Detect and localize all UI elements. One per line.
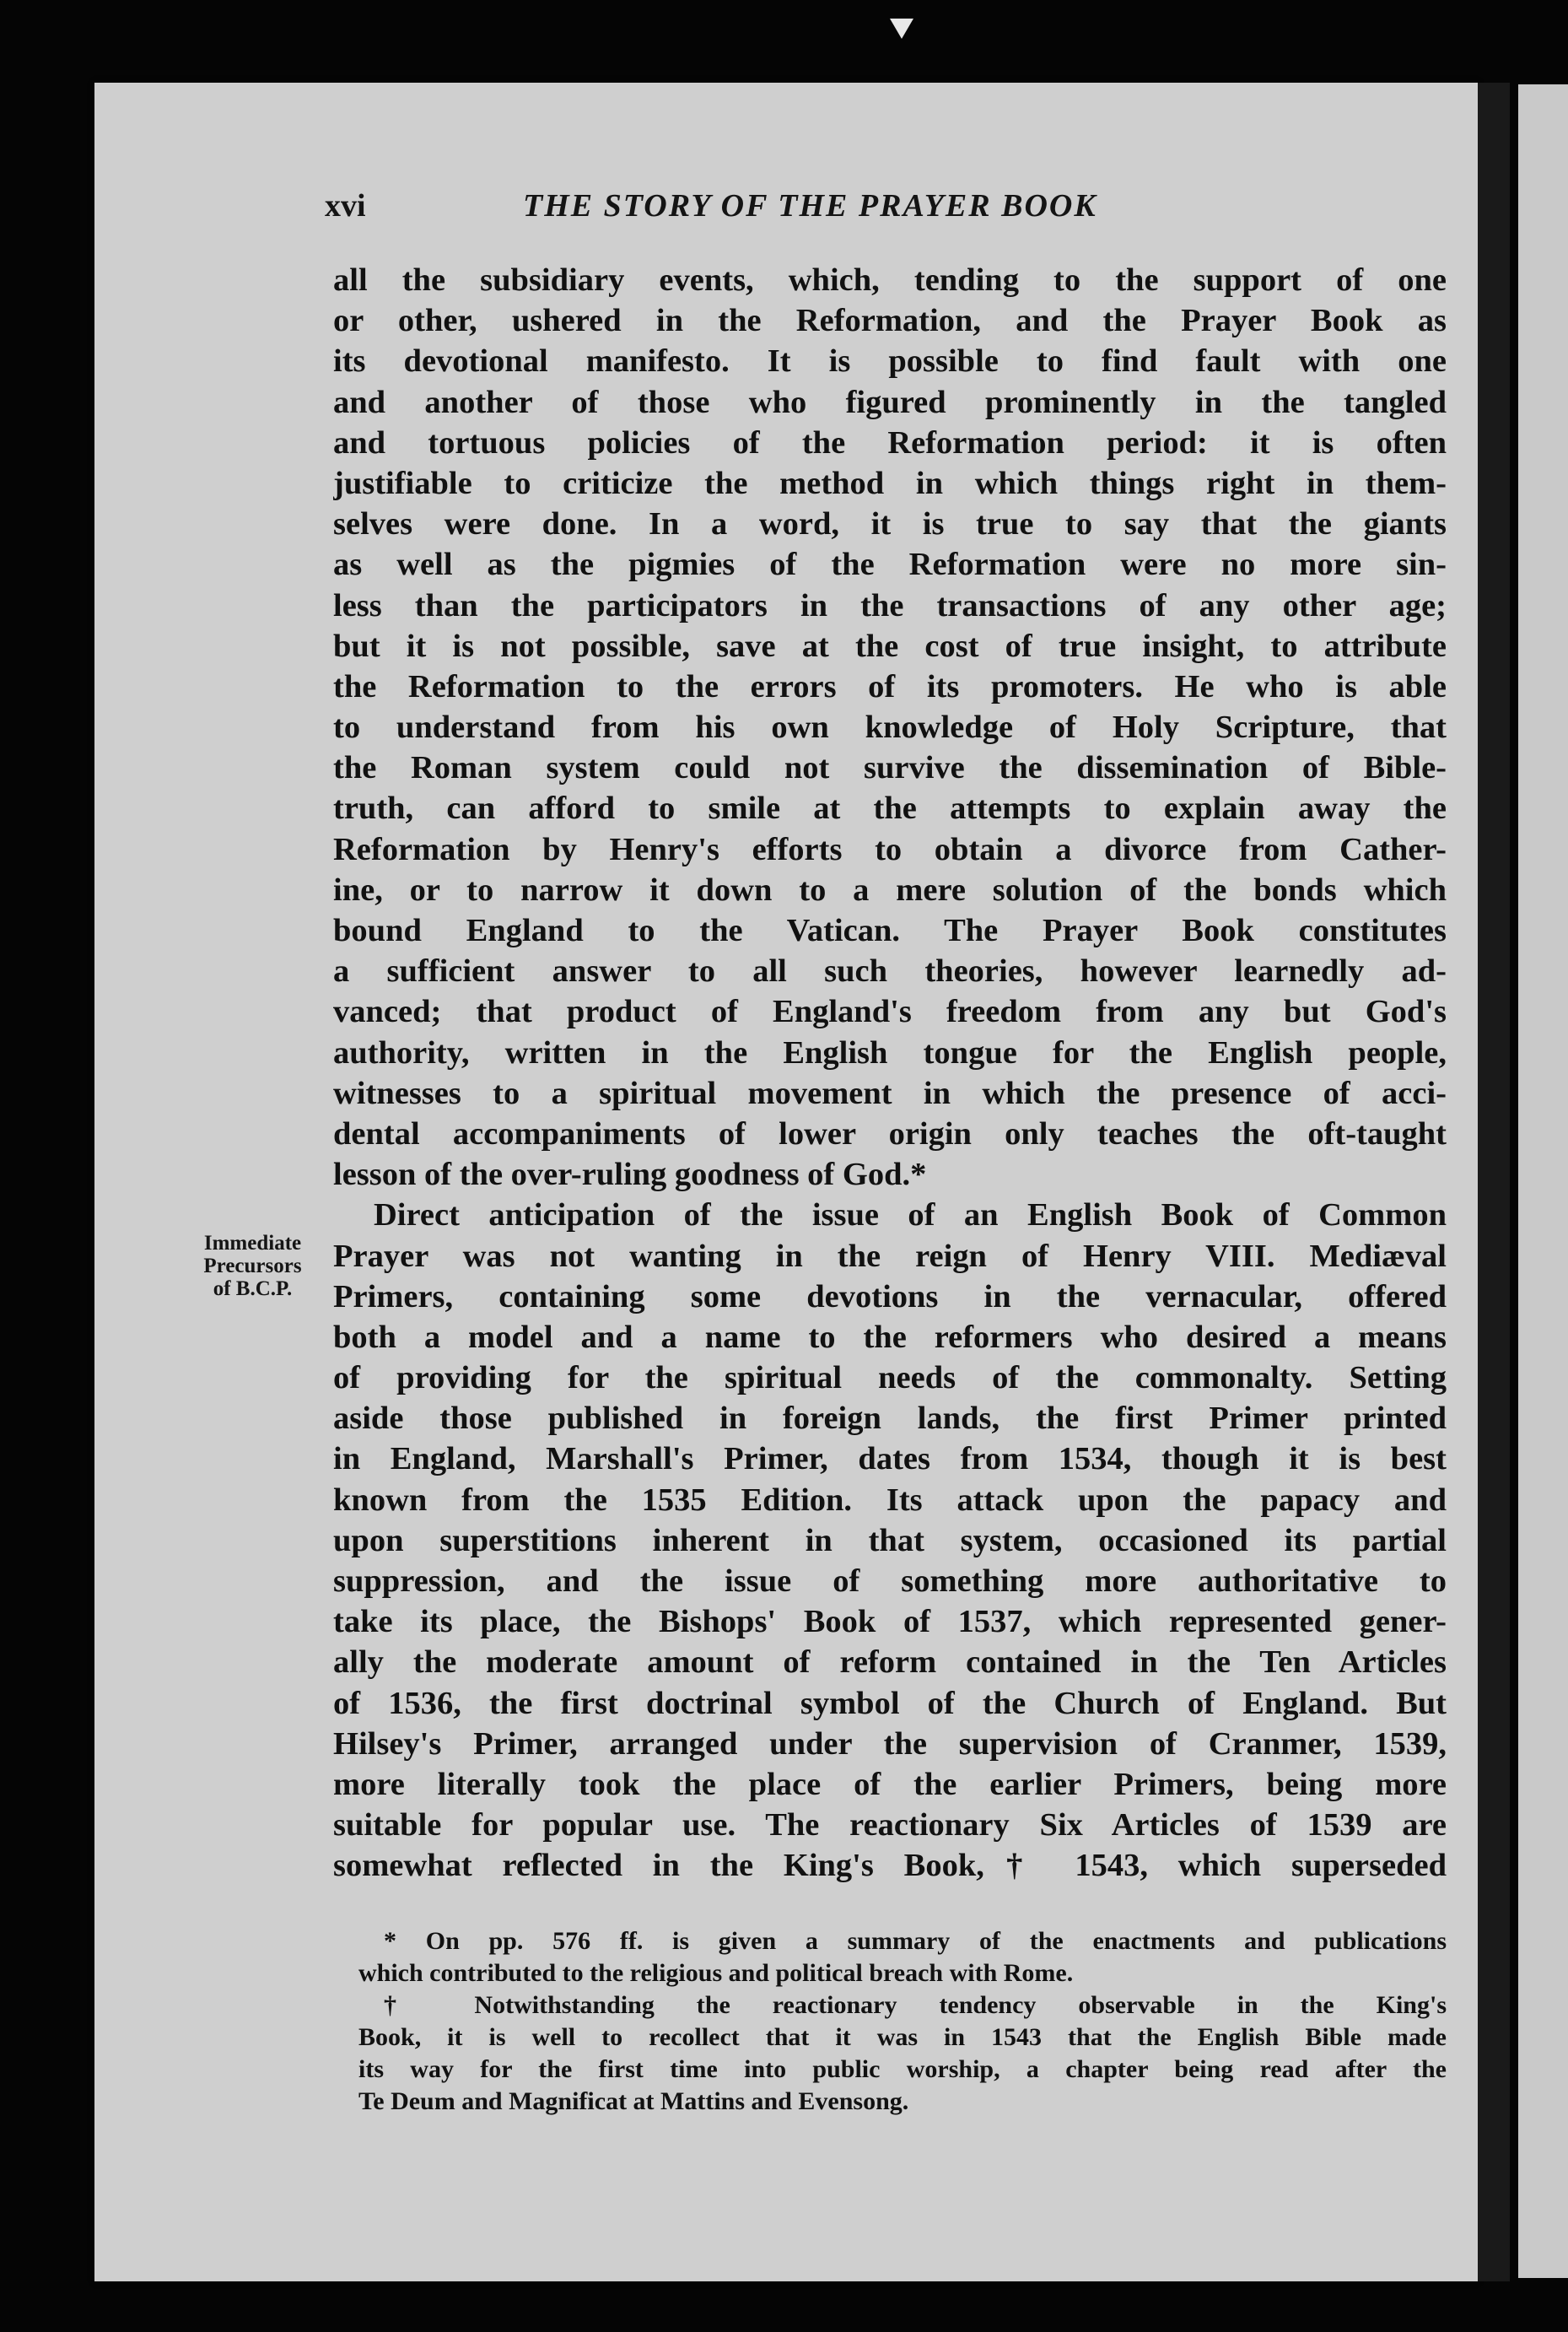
text-line: the Reformation to the errors of its promoters. He who is able: [333, 668, 1447, 704]
text-line: Direct anticipation of the issue of an English Book of Common: [374, 1197, 1447, 1233]
text-line: in England, Marshall's Primer, dates from 1534, though it is best: [333, 1441, 1447, 1477]
text-line: take its place, the Bishops' Book of 1537, which represented gener-: [333, 1604, 1447, 1640]
margin-note-line: of B.C.P.: [213, 1277, 293, 1300]
footnote-line: which contributed to the religious and political breach with Rome.: [358, 1959, 1074, 1987]
margin-note-line: Immediate: [203, 1232, 302, 1255]
margin-note: [179, 1232, 326, 1300]
margin-note-line: Precursors: [203, 1255, 302, 1277]
text-line: and another of those who figured prominently in the tangled: [333, 384, 1447, 420]
next-page-edge: [1518, 84, 1568, 2278]
main-text: [333, 260, 1447, 1887]
footnote-line: * On pp. 576 ff. is given a summary of the enactments and publications: [384, 1927, 1447, 1955]
page-gutter-shadow: [1478, 83, 1510, 2281]
text-line: aside those published in foreign lands, the first Primer printed: [333, 1401, 1447, 1437]
text-line: a sufficient answer to all such theories, however learnedly ad-: [333, 953, 1447, 990]
text-line: witnesses to a spiritual movement in which the presence of acci-: [333, 1075, 1447, 1111]
text-line: upon superstitions inherent in that system, occasioned its partial: [333, 1522, 1447, 1558]
footnote-line: † Notwithstanding the reactionary tendency observable in the King's: [384, 1991, 1447, 2019]
text-line: Hilsey's Primer, arranged under the supervision of Cranmer, 1539,: [333, 1725, 1447, 1762]
page-number: xvi: [325, 188, 366, 224]
footnote-line: Book, it is well to recollect that it was in 1543 that the English Bible made: [358, 2023, 1447, 2051]
footnote-line: its way for the first time into public worship, a chapter being read after the: [358, 2055, 1447, 2083]
text-line: more literally took the place of the earlier Primers, being more: [333, 1766, 1447, 1802]
text-line: as well as the pigmies of the Reformation were no more sin-: [333, 547, 1447, 583]
text-line: suitable for popular use. The reactionary Six Articles of 1539 are: [333, 1807, 1447, 1843]
text-line: of 1536, the first doctrinal symbol of the Church of England. But: [333, 1685, 1447, 1721]
text-line: truth, can afford to smile at the attempts to explain away the: [333, 791, 1447, 827]
text-line: all the subsidiary events, which, tending to the support of one: [333, 262, 1447, 298]
text-line: vanced; that product of England's freedom from any but God's: [333, 994, 1447, 1030]
text-line: both a model and a name to the reformers who desired a means: [333, 1319, 1447, 1355]
page-header: [325, 187, 1447, 238]
text-line: justifiable to criticize the method in which things right in them-: [333, 465, 1447, 501]
text-line: dental accompaniments of lower origin only teaches the oft-taught: [333, 1115, 1447, 1152]
text-line: but it is not possible, save at the cost of true insight, to attribute: [333, 628, 1447, 664]
text-line: authority, written in the English tongue for the English people,: [333, 1034, 1447, 1071]
text-line: ally the moderate amount of reform contained in the Ten Articles: [333, 1644, 1447, 1681]
text-line: known from the 1535 Edition. Its attack upon the papacy and: [333, 1482, 1447, 1518]
text-line: its devotional manifesto. It is possible to find fault with one: [333, 343, 1447, 380]
scan-mark: [890, 19, 913, 39]
text-line: or other, ushered in the Reformation, and the Prayer Book as: [333, 303, 1447, 339]
text-line: selves were done. In a word, it is true to say that the giants: [333, 506, 1447, 543]
text-line: Prayer was not wanting in the reign of Henry VIII. Mediæval: [333, 1238, 1447, 1274]
text-line: the Roman system could not survive the dissemination of Bible-: [333, 750, 1447, 786]
footnotes: [358, 1925, 1447, 2118]
text-line: Reformation by Henry's efforts to obtain a divorce from Cather-: [333, 831, 1447, 867]
footnote-line: Te Deum and Magnificat at Mattins and Evensong.: [358, 2087, 909, 2115]
text-line: ine, or to narrow it down to a mere solution of the bonds which: [333, 872, 1447, 908]
text-line: of providing for the spiritual needs of the commonalty. Setting: [333, 1360, 1447, 1396]
text-line: and tortuous policies of the Reformation period: it is often: [333, 424, 1447, 461]
running-title: THE STORY OF THE PRAYER BOOK: [523, 188, 1097, 224]
text-line: somewhat reflected in the King's Book,† 1543, which superseded: [333, 1848, 1447, 1884]
text-line: to understand from his own knowledge of Holy Scripture, that: [333, 710, 1447, 746]
text-line: lesson of the over-ruling goodness of God.*: [333, 1157, 927, 1193]
text-line: Primers, containing some devotions in the vernacular, offered: [333, 1278, 1447, 1314]
text-line: suppression, and the issue of something more authoritative to: [333, 1563, 1447, 1599]
text-line: less than the participators in the transactions of any other age;: [333, 587, 1447, 623]
text-line: bound England to the Vatican. The Prayer Book constitutes: [333, 913, 1447, 948]
